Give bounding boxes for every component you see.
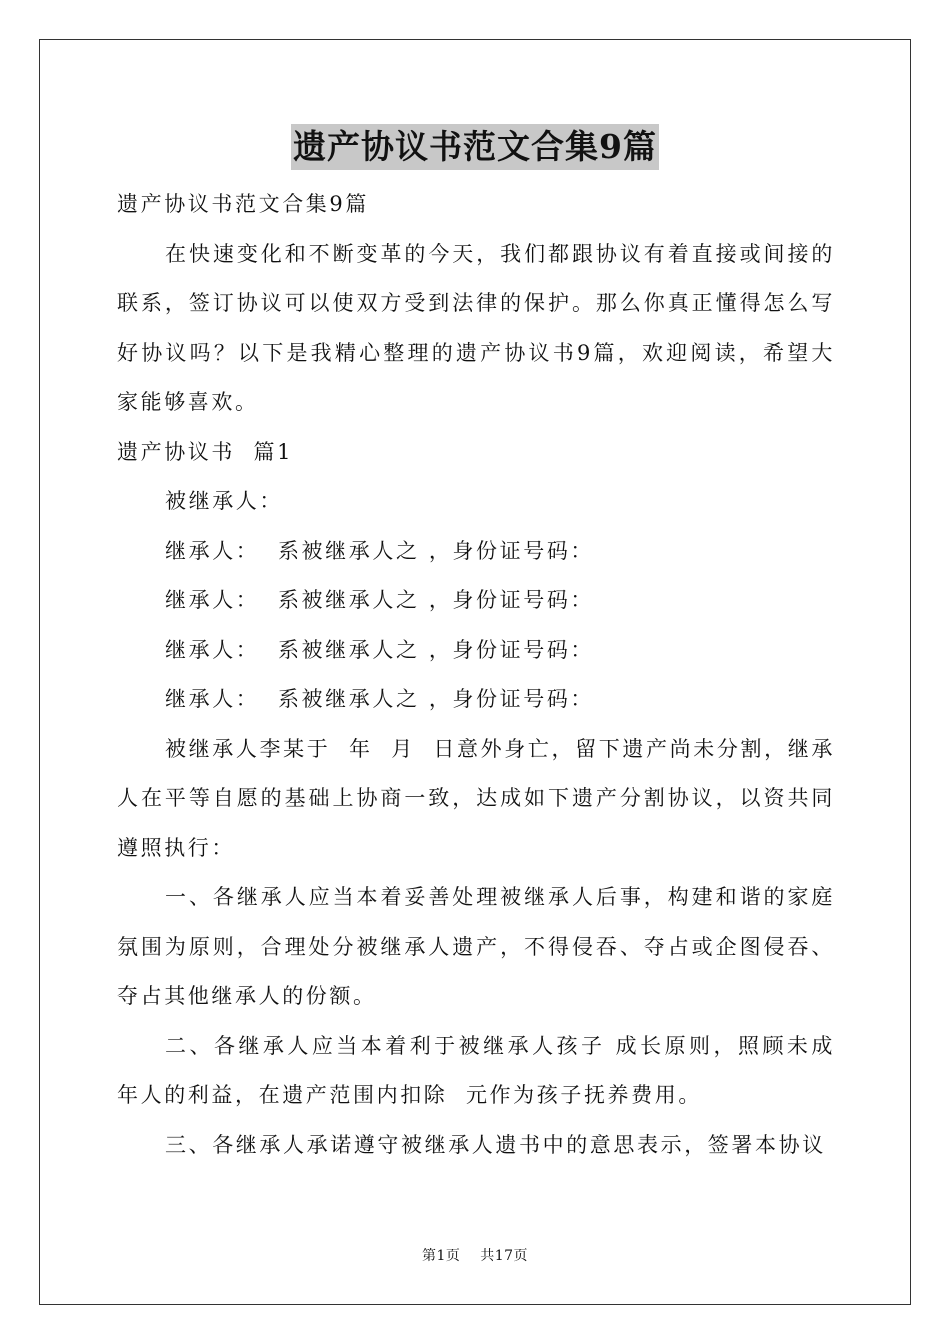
heir-line: 继承人： 系被继承人之 ，身份证号码： <box>165 538 595 563</box>
document-body <box>117 180 835 1170</box>
body-paragraph: 被继承人李某于 年 月 日意外身亡，留下遗产尚未分割，继承人在平等自愿的基础上协商一致，达成如下遗产分割协议，以资共同遵照执行： <box>117 736 835 860</box>
body-paragraph: 二、各继承人应当本着利于被继承人孩子 成长原则，照顾未成年人的利益，在遗产范围内扣除 元作为孩子抚养费用。 <box>117 1033 835 1107</box>
heir-line: 继承人： 系被继承人之 ，身份证号码： <box>165 687 595 711</box>
decedent-line: 被继承人： <box>165 489 283 513</box>
title-container <box>0 124 950 170</box>
document-subtitle: 遗产协议书范文合集9篇 <box>117 192 369 216</box>
page-footer: 第1页 共17页 <box>421 1248 529 1264</box>
body-paragraph: 一、各继承人应当本着妥善处理被继承人后事，构建和谐的家庭氛围为原则，合理处分被继承人遗产，不得侵吞、夺占或企图侵吞、夺占其他继承人的份额。 <box>117 885 835 1008</box>
section-heading: 遗产协议书 篇1 <box>117 439 294 464</box>
body-paragraph: 三、各继承人承诺遵守被继承人遗书中的意思表示，签署本协议 <box>165 1132 826 1157</box>
heir-line: 继承人： 系被继承人之 ，身份证号码： <box>165 588 595 612</box>
document-title: 遗产协议书范文合集9篇 <box>291 124 659 170</box>
heir-line: 继承人： 系被继承人之 ，身份证号码： <box>165 637 595 662</box>
intro-paragraph: 在快速变化和不断变革的今天，我们都跟协议有着直接或间接的联系，签订协议可以使双方受到法律的保护。那么你真正懂得怎么写好协议吗？以下是我精心整理的遗产协议书9篇，欢迎阅读，希望大家能够喜欢。 <box>117 241 835 414</box>
